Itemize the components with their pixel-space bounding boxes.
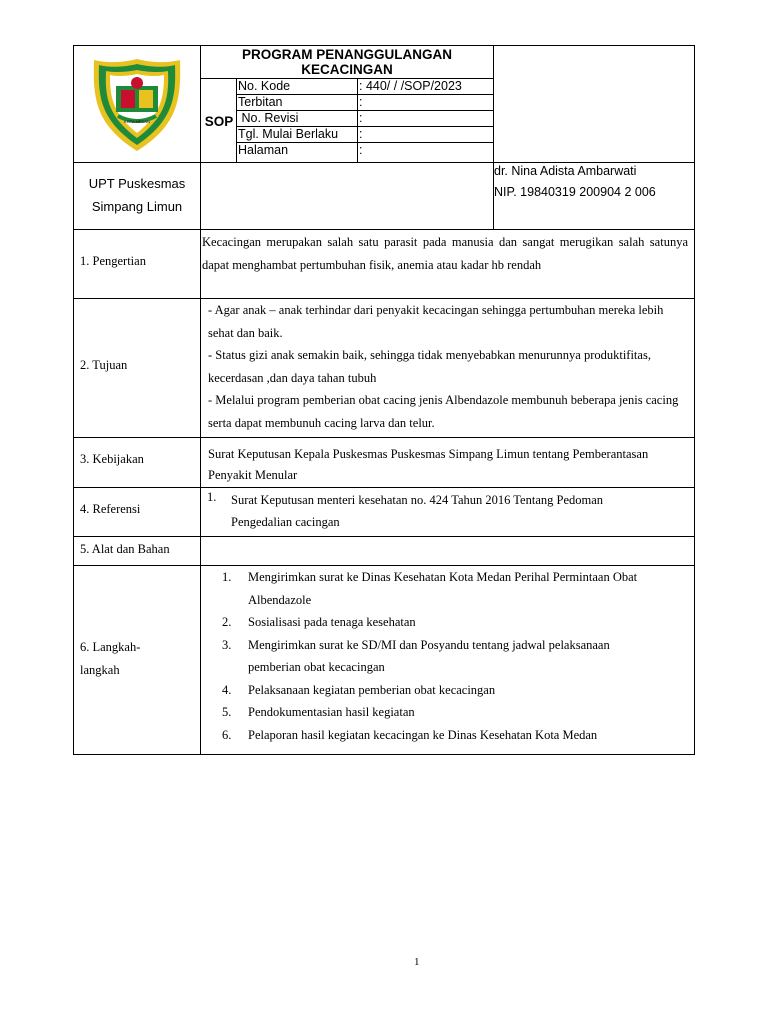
step-text: Pelaporan hasil kegiatan kecacingan ke Dinas Kesehatan Kota Medan bbox=[248, 727, 598, 742]
section-label-langkah bbox=[80, 636, 140, 682]
row-label-tgl-mulai: Tgl. Mulai Berlaku bbox=[238, 127, 339, 141]
row-value-tgl-mulai: : bbox=[359, 127, 363, 141]
step-text: Pendokumentasian hasil kegiatan bbox=[248, 705, 415, 719]
step-text: Mengirimkan surat ke SD/MI dan Posyandu tentang jadwal pelaksanaan pemberian obat kecacingan bbox=[248, 637, 610, 674]
step-number: 2. bbox=[222, 615, 232, 629]
tujuan-item: - Status gizi anak semakin baik, sehingga tidak menyebabkan menurunnya produktifitas, kecerdasan ,dan daya tahan tubuh bbox=[208, 348, 651, 385]
step-text: Mengirimkan surat ke Dinas Kesehatan Kota Medan Perihal Permintaan Obat Albendazole bbox=[248, 570, 638, 607]
head-name: dr. Nina Adista Ambarwati bbox=[494, 164, 637, 178]
step-number: 1. bbox=[222, 570, 232, 584]
head-signature bbox=[494, 161, 656, 203]
section-text-kebijakan: Surat Keputusan Kepala Puskesmas Puskesmas Simpang Limun tentang Pemberantasan Penyakit Menular bbox=[208, 447, 649, 482]
langkah-label-line-2: langkah bbox=[80, 663, 120, 677]
section-label-tujuan: 2. Tujuan bbox=[80, 358, 128, 372]
row-value-halaman: : bbox=[359, 143, 363, 157]
list-item bbox=[222, 679, 690, 702]
section-label-pengertian: 1. Pengertian bbox=[80, 254, 146, 268]
list-item bbox=[222, 611, 690, 634]
tujuan-item: - Melalui program pemberian obat cacing jenis Albendazole membunuh beberapa jenis cacing serta dapat membunuh cacing larva dan telur. bbox=[208, 393, 679, 430]
row-label-no-kode: No. Kode bbox=[238, 79, 291, 93]
city-crest-icon bbox=[88, 56, 186, 154]
document-title bbox=[201, 47, 493, 77]
list-item bbox=[222, 566, 690, 611]
row-label-no-revisi: No. Revisi bbox=[238, 111, 299, 125]
step-number: 6. bbox=[222, 727, 232, 742]
head-nip: NIP. 19840319 200904 2 006 bbox=[494, 185, 656, 199]
sop-label: SOP bbox=[204, 114, 234, 129]
logo-text: KOTA MEDAN bbox=[124, 119, 150, 124]
page-number: 1 bbox=[414, 956, 420, 968]
section-text-tujuan bbox=[208, 299, 690, 434]
section-text-pengertian: Kecacingan merupakan salah satu parasit pada manusia dan sangat merugikan salah satunya dapat menghambat pertumbuhan fisik, anemia atau kadar hb rendah bbox=[202, 235, 688, 272]
org-line-1: UPT Puskesmas bbox=[88, 176, 186, 191]
list-item bbox=[222, 701, 690, 724]
row-value-terbitan: : bbox=[359, 95, 363, 109]
document-title-text: PROGRAM PENANGGULANGAN KECACINGAN bbox=[241, 47, 452, 77]
step-number: 3. bbox=[222, 637, 232, 652]
list-item bbox=[222, 634, 690, 679]
row-label-terbitan: Terbitan bbox=[238, 95, 283, 109]
logo bbox=[88, 56, 186, 154]
section-label-alat: 5. Alat dan Bahan bbox=[80, 542, 170, 556]
langkah-steps bbox=[222, 566, 690, 746]
tujuan-item: - Agar anak – anak terhindar dari penyakit kecacingan sehingga pertumbuhan mereka lebih sehat dan baik. bbox=[208, 303, 664, 340]
org-line-2: Simpang Limun bbox=[91, 199, 183, 214]
step-text: Sosialisasi pada tenaga kesehatan bbox=[248, 615, 416, 629]
org-name bbox=[76, 172, 198, 218]
step-text: Pelaksanaan kegiatan pemberian obat kecacingan bbox=[248, 682, 496, 697]
step-number: 4. bbox=[222, 682, 232, 697]
list-item bbox=[222, 724, 690, 747]
section-label-referensi: 4. Referensi bbox=[80, 502, 141, 516]
section-label-kebijakan: 3. Kebijakan bbox=[80, 452, 144, 466]
langkah-label-line-1: 6. Langkah- bbox=[80, 640, 141, 654]
referensi-number: 1. bbox=[207, 490, 217, 504]
section-text-referensi: Surat Keputusan menteri kesehatan no. 424 Tahun 2016 Tentang Pedoman Pengedalian cacingan bbox=[231, 493, 604, 529]
step-number: 5. bbox=[222, 705, 232, 719]
row-label-halaman: Halaman bbox=[238, 143, 289, 157]
row-value-no-kode: : 440/ / /SOP/2023 bbox=[359, 79, 462, 93]
row-value-no-revisi: : bbox=[359, 111, 363, 125]
